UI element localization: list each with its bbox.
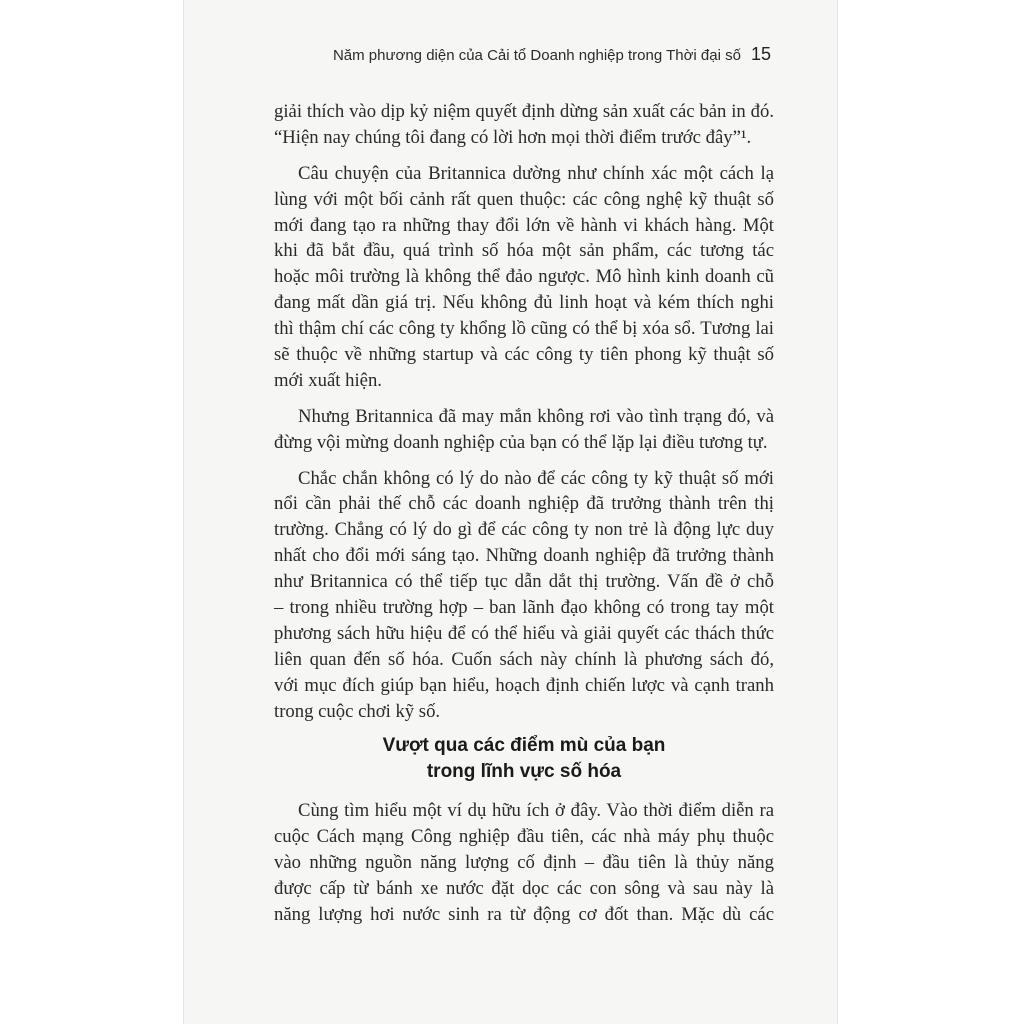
text-line: như Britannica có thể tiếp tục dẫn dắt thị trường. Vấn đề ở chỗ [274,571,774,593]
text-line: lùng với một bối cảnh rất quen thuộc: các công nghệ kỹ thuật số [274,188,774,210]
paragraph-3 [274,404,774,456]
body-text [274,99,774,724]
page-number: 15 [750,44,771,64]
text-line: phương sách hữu hiệu để có thể hiểu và giải quyết các thách thức [274,622,774,644]
text-line: với mục đích giúp bạn hiểu, hoạch định chiến lược và cạnh tranh [274,674,774,696]
text-line: Cùng tìm hiểu một ví dụ hữu ích ở đây. Vào thời điểm diễn ra [298,800,774,821]
text-line: hoặc môi trường là không thể đảo ngược. Mô hình kinh doanh cũ [274,266,774,288]
text-line: – trong nhiều trường hợp – ban lãnh đạo không có trong tay một [274,597,774,619]
text-line: mới xuất hiện. [274,369,382,391]
heading-line: trong lĩnh vực số hóa [426,760,622,782]
text-line: trường. Chẳng có lý do gì để các công ty non trẻ là động lực duy [274,519,774,541]
book-page [183,0,838,1024]
paragraph-1 [274,99,774,151]
running-header [183,44,771,65]
running-title: Năm phương diện của Cải tổ Doanh nghiệp trong Thời đại số [332,47,741,64]
section-heading [274,733,774,785]
body-text-after-heading [274,798,774,927]
text-line: cuộc Cách mạng Công nghiệp đầu tiên, các nhà máy phụ thuộc [274,825,774,847]
text-line: Nhưng Britannica đã may mắn không rơi vào tình trạng đó, và [298,405,774,427]
paragraph-4 [274,466,774,725]
text-line: liên quan đến số hóa. Cuốn sách này chính là phương sách đó, [274,648,774,670]
text-line: thì thậm chí các công ty khổng lồ cũng có thể bị xóa sổ. Tương lai [274,318,774,340]
text-line: Chắc chắn không có lý do nào để các công ty kỹ thuật số mới [298,467,774,489]
text-line: nổi cần phải thế chỗ các doanh nghiệp đã trưởng thành trên thị [274,493,774,515]
text-line: trong cuộc chơi kỹ số. [274,700,441,722]
paragraph-2 [274,161,774,394]
heading-line: Vượt qua các điểm mù của bạn [382,735,666,756]
text-line: “Hiện nay chúng tôi đang có lời hơn mọi thời điểm trước đây”¹. [274,126,752,148]
text-line: năng lượng hơi nước sinh ra từ động cơ đốt than. Mặc dù các [274,903,774,925]
text-line: sẽ thuộc về những startup và các công ty tiên phong kỹ thuật số [274,344,774,366]
text-line: khi đã bắt đầu, quá trình số hóa một sản phẩm, các tương tác [274,240,774,262]
text-line: đừng vội mừng doanh nghiệp của bạn có thể lặp lại điều tương tự. [274,431,768,453]
text-line: mới đang tạo ra những thay đổi lớn về hành vi khách hàng. Một [274,214,774,236]
text-line: nhất cho đổi mới sáng tạo. Những doanh nghiệp đã trưởng thành [274,545,774,567]
text-line: vào những nguồn năng lượng cố định – đầu tiên là thủy năng [274,851,774,873]
text-line: đang mất dần giá trị. Nếu không đủ linh hoạt và kém thích nghi [274,292,774,314]
text-line: được cấp từ bánh xe nước đặt dọc các con sông và sau này là [274,877,774,899]
text-line: giải thích vào dịp kỷ niệm quyết định dừng sản xuất các bản in đó. [274,101,774,122]
paragraph-5 [274,798,774,927]
text-line: Câu chuyện của Britannica dường như chính xác một cách lạ [298,162,774,184]
